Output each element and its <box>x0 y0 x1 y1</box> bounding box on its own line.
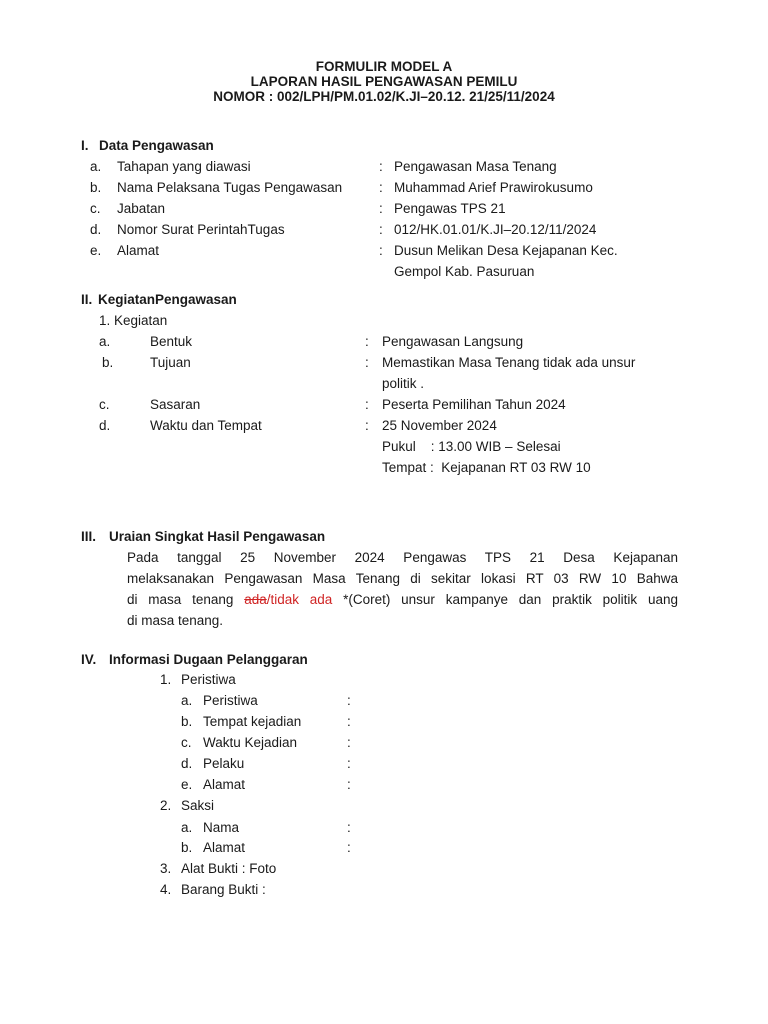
s1-row-label: Tahapan yang diawasi <box>117 159 251 174</box>
section3-paragraph-line: Pada tanggal 25 November 2024 Pengawas TPS 21 Desa Kejapanan <box>127 550 678 565</box>
s4-sub-colon: : <box>347 693 351 708</box>
section2-number: II. <box>81 292 93 307</box>
s1-row-letter: b. <box>90 180 102 195</box>
s1-row-value: Pengawasan Masa Tenang <box>394 159 557 174</box>
section3-paragraph-line: di masa tenang. <box>127 613 224 628</box>
s4-item-label: Peristiwa <box>181 672 236 687</box>
s2-row-value-cont: politik . <box>382 376 425 391</box>
s4-item-number: 4. <box>160 882 172 897</box>
s4-sub-letter: a. <box>181 693 193 708</box>
section1-heading: Data Pengawasan <box>99 138 214 153</box>
section1-number: I. <box>81 138 89 153</box>
s1-row-value: Muhammad Arief Prawirokusumo <box>394 180 593 195</box>
s4-sub-colon: : <box>347 777 351 792</box>
s4-item-number: 2. <box>160 798 172 813</box>
s1-row-label: Nomor Surat PerintahTugas <box>117 222 285 237</box>
form-title: FORMULIR MODEL A <box>315 59 453 74</box>
s2-row-colon: : <box>365 355 369 370</box>
s1-row-letter: d. <box>90 222 102 237</box>
s2-row-label: Bentuk <box>150 334 193 349</box>
s4-item-number: 3. <box>160 861 172 876</box>
s2-row-label: Waktu dan Tempat <box>150 418 262 433</box>
s4-item-number: 1. <box>160 672 172 687</box>
section2-heading: KegiatanPengawasan <box>98 292 237 307</box>
s1-row-label: Alamat <box>117 243 160 258</box>
s1-row-letter: c. <box>90 201 101 216</box>
s1-row-colon: : <box>379 222 383 237</box>
s4-item-label: Saksi <box>181 798 215 813</box>
s2-row-label: Sasaran <box>150 397 201 412</box>
s1-row-letter: a. <box>90 159 102 174</box>
s1-row-label: Nama Pelaksana Tugas Pengawasan <box>117 180 343 195</box>
s4-sub-letter: a. <box>181 820 193 835</box>
s2-row-value: 25 November 2024 <box>382 418 497 433</box>
s2-row-letter: b. <box>102 355 114 370</box>
s2-row-colon: : <box>365 334 369 349</box>
form-subtitle: LAPORAN HASIL PENGAWASAN PEMILU <box>250 74 518 89</box>
s2-row-letter: d. <box>99 418 111 433</box>
s4-item-label: Barang Bukti : <box>181 882 266 897</box>
text-segment: di masa tenang <box>127 592 245 607</box>
section2-subheading: 1. Kegiatan <box>99 313 168 328</box>
s2-row-time: Pukul : 13.00 WIB – Selesai <box>382 439 561 454</box>
s4-sub-letter: b. <box>181 840 193 855</box>
form-number: NOMOR : 002/LPH/PM.01.02/K.JI–20.12. 21/25/11/2024 <box>213 89 555 104</box>
s4-sub-colon: : <box>347 735 351 750</box>
s1-row-colon: : <box>379 201 383 216</box>
struck-option: ada <box>244 592 267 607</box>
s1-row-label: Jabatan <box>117 201 166 216</box>
s1-row-colon: : <box>379 159 383 174</box>
section3-number: III. <box>81 529 97 544</box>
s4-sub-letter: d. <box>181 756 193 771</box>
s1-row-value: 012/HK.01.01/K.JI–20.12/11/2024 <box>394 222 597 237</box>
s4-sub-label: Alamat <box>203 840 246 855</box>
s4-sub-label: Waktu Kejadian <box>203 735 298 750</box>
section3-heading: Uraian Singkat Hasil Pengawasan <box>109 529 326 544</box>
text-segment: *(Coret) unsur kampanye dan praktik politik uang <box>332 592 679 607</box>
s2-row-value: Pengawasan Langsung <box>382 334 524 349</box>
s4-sub-label: Tempat kejadian <box>203 714 302 729</box>
s4-sub-label: Nama <box>203 820 240 835</box>
s4-sub-colon: : <box>347 714 351 729</box>
s4-sub-letter: b. <box>181 714 193 729</box>
s1-row-colon: : <box>379 243 383 258</box>
s1-row-value: Dusun Melikan Desa Kejapanan Kec. <box>394 243 618 258</box>
s4-sub-letter: c. <box>181 735 192 750</box>
s1-row-value: Pengawas TPS 21 <box>394 201 506 216</box>
s1-row-letter: e. <box>90 243 102 258</box>
s2-row-value: Peserta Pemilihan Tahun 2024 <box>382 397 566 412</box>
section3-paragraph-line <box>127 591 678 608</box>
s4-sub-letter: e. <box>181 777 193 792</box>
s4-sub-label: Pelaku <box>203 756 245 771</box>
s2-row-letter: c. <box>99 397 110 412</box>
s2-row-colon: : <box>365 418 369 433</box>
section4-number: IV. <box>81 652 97 667</box>
s2-row-label: Tujuan <box>150 355 191 370</box>
s2-row-letter: a. <box>99 334 111 349</box>
s1-row-value-cont: Gempol Kab. Pasuruan <box>394 264 535 279</box>
s4-sub-colon: : <box>347 820 351 835</box>
s2-row-colon: : <box>365 397 369 412</box>
section3-paragraph-line: melaksanakan Pengawasan Masa Tenang di sekitar lokasi RT 03 RW 10 Bahwa <box>127 571 678 586</box>
s4-sub-label: Alamat <box>203 777 246 792</box>
s2-row-value: Memastikan Masa Tenang tidak ada unsur <box>382 355 636 370</box>
s2-row-place: Tempat : Kejapanan RT 03 RW 10 <box>382 460 591 475</box>
s4-sub-colon: : <box>347 840 351 855</box>
s4-item-label: Alat Bukti : Foto <box>181 861 277 876</box>
selected-option: /tidak ada <box>266 592 333 607</box>
s1-row-colon: : <box>379 180 383 195</box>
s4-sub-label: Peristiwa <box>203 693 258 708</box>
section4-heading: Informasi Dugaan Pelanggaran <box>109 652 308 667</box>
s4-sub-colon: : <box>347 756 351 771</box>
